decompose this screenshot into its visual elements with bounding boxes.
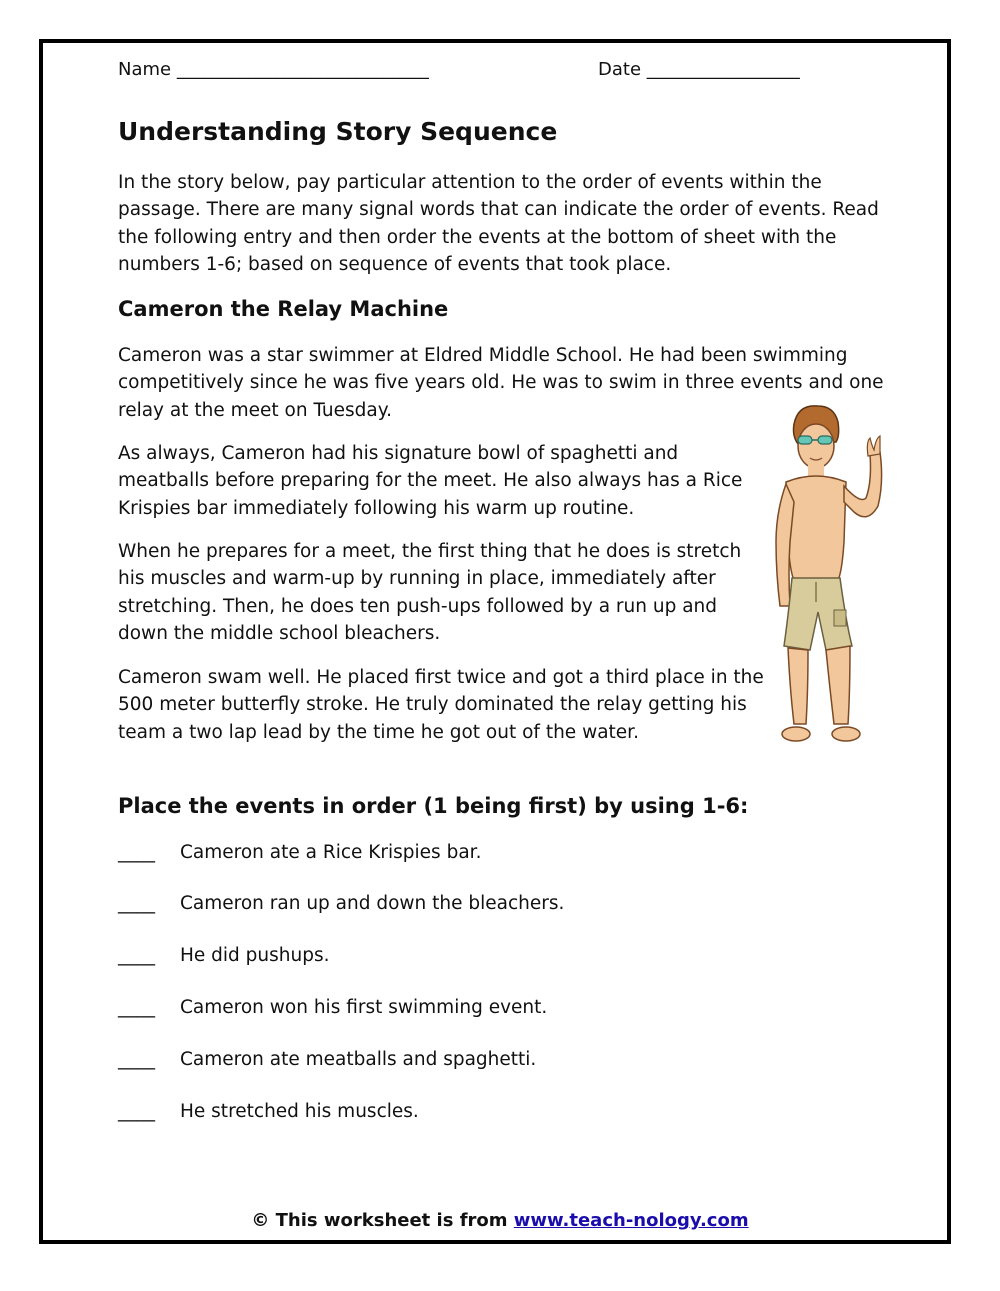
footer [0, 1208, 1000, 1234]
footer-link[interactable]: www.teach-nology.com [513, 1210, 749, 1231]
event-item [118, 840, 481, 866]
header [118, 58, 918, 82]
event-text: Cameron ate meatballs and spaghetti. [180, 1049, 537, 1070]
answer-blank[interactable]: ____ [118, 997, 155, 1018]
intro-paragraph: In the story below, pay particular attention to the order of events within the passage. There are many signal words that can indicate the order of events. Read the following entry and then order the events at the bottom of sheet with the numbers 1-6; based on sequence of events that took place. [118, 172, 879, 276]
instructions-heading: Place the events in order (1 being first) by using 1-6: [118, 794, 749, 818]
event-text: Cameron ate a Rice Krispies bar. [180, 842, 482, 863]
date-field[interactable]: Date _________________ [598, 59, 800, 80]
story-paragraph-2: As always, Cameron had his signature bowl of spaghetti and meatballs before preparing for the meet. He also always has a Rice Krispies bar immediately following his warm up routine. [118, 443, 743, 519]
answer-blank[interactable]: ____ [118, 842, 155, 863]
story-paragraph-4: Cameron swam well. He placed first twice and got a third place in the 500 meter butterfly stroke. He truly dominated the relay getting his team a two lap lead by the time he got out of the water. [118, 667, 764, 743]
story-paragraph-3: When he prepares for a meet, the first thing that he does is stretch his muscles and warm-up by running in place, immediately after stretching. Then, he does ten push-ups followed by a run up and down the middle school bleachers. [118, 541, 742, 645]
event-item [118, 891, 564, 917]
answer-blank[interactable]: ____ [118, 893, 155, 914]
event-text: Cameron ran up and down the bleachers. [180, 893, 565, 914]
event-text: He did pushups. [180, 945, 330, 966]
event-item [118, 1047, 536, 1073]
answer-blank[interactable]: ____ [118, 1101, 155, 1122]
event-item [118, 1099, 419, 1125]
footer-text: © This worksheet is from [251, 1210, 514, 1231]
answer-blank[interactable]: ____ [118, 1049, 155, 1070]
page-title: Understanding Story Sequence [118, 117, 558, 146]
story-title: Cameron the Relay Machine [118, 297, 449, 321]
swimmer-illustration [768, 402, 886, 752]
event-text: Cameron won his first swimming event. [180, 997, 548, 1018]
event-item [118, 943, 330, 969]
name-field[interactable]: Name ____________________________ [118, 59, 429, 80]
event-item [118, 995, 547, 1021]
event-text: He stretched his muscles. [180, 1101, 419, 1122]
answer-blank[interactable]: ____ [118, 945, 155, 966]
story-paragraph-1: Cameron was a star swimmer at Eldred Middle School. He had been swimming competitively since he was five years old. He was to swim in three events and one relay at the meet on Tuesday. [118, 345, 884, 421]
